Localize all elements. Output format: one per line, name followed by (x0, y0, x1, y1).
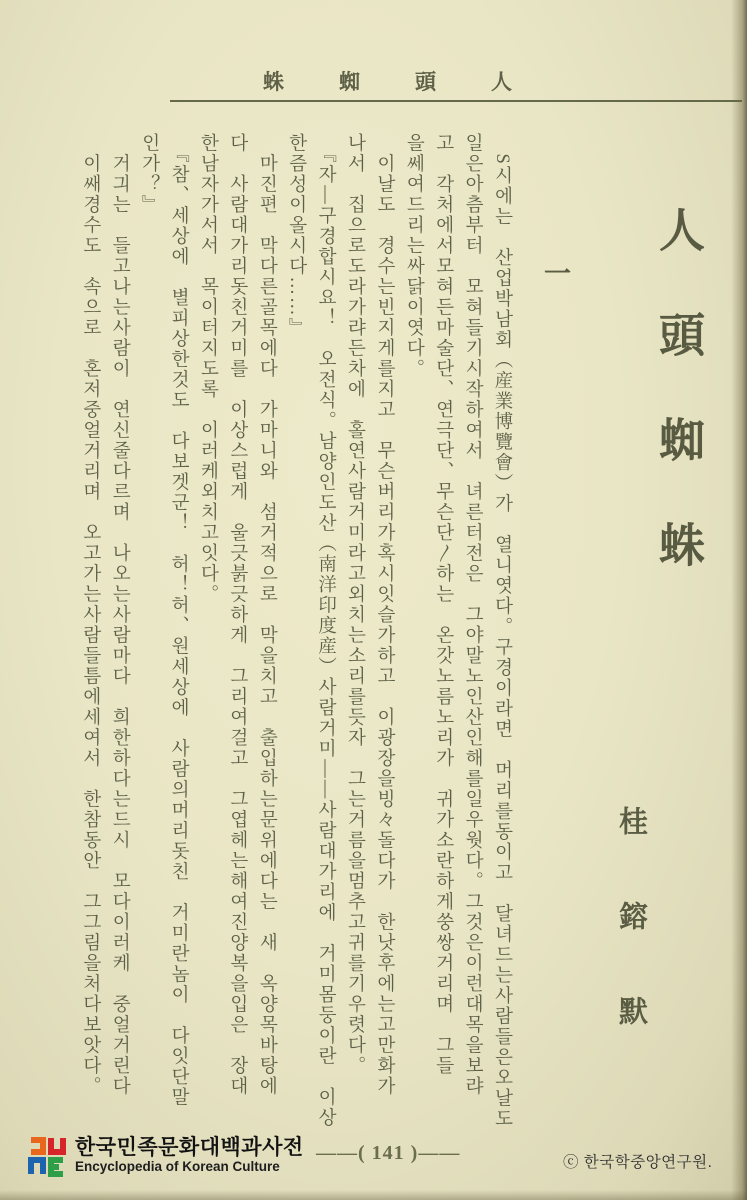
running-title: 蛛蜘頭人 (263, 70, 567, 94)
text-column: S시에는 산업박남회（産業博覽會）가 열니엿다。구경이라면 머리를동이고 달녀드는사람들은오날도 (492, 133, 512, 1130)
publisher-name-english: Encyclopedia of Korean Culture (75, 1159, 280, 1175)
copyright-notice: ⓒ 한국학중앙연구원. (563, 1154, 713, 1171)
text-column: 거긔는 들고나는사람이 연신줄다르며 나오는사람마다 희한하다는드시 모다이러케 중얼거린다 (109, 133, 130, 1097)
publisher-name-korean: 한국민족문화대백과사전 (75, 1136, 304, 1160)
header-rule (170, 100, 742, 102)
section-marker-one: 一 (544, 259, 571, 289)
body-columns (75, 133, 516, 1163)
text-column: 고 각처에서모혀든마술단、연극단、무슨단〳하는 온갓노름노리가 귀가소란하게쑹쌍거리며 그들 (433, 133, 454, 1076)
text-column: 이날도 경수는빈지게를지고 무슨버리가혹시잇슬가하고 이광장을빙々돌다가 한낫후에는고만화가 (374, 133, 395, 1097)
text-column: 한남자가서서 목이터지도록 이러케외치고잇다。 (197, 133, 218, 605)
author-name: 桂鎔默 (615, 806, 647, 1091)
text-column: 일은아츰부터 모혀들기시작하여서 녀른터전은 그야말노인산인해를일우웟다。그것은이런대목을보랴 (462, 133, 483, 1097)
page-edge-shadow-right (731, 0, 747, 1200)
text-column: 마진편 막다른골목에다 가마니와 섬거적으로 막을치고 출입하는문위에다는 새 옥양목바탕에 (256, 133, 277, 1097)
page-edge-shadow-bottom (0, 1190, 747, 1200)
text-column: 『자—구경합시요！ 오전식。남양인도산（南洋印度産）사람거미——사람대가리에 거미몸둥이란 이상 (315, 133, 336, 1129)
text-column: 이쌔경수도 속으로 혼저중얼거리며 오고가는사람들틈에세여서 한참동안 그그림을처다보앗다。 (80, 133, 101, 1097)
text-column: 나서 집으로도라가랴든차에 홀연사람거미라고외치는소리를듯자 그는거름을멈추고귀를기우렷다。 (344, 133, 365, 1076)
page-number-text: ——( 141 )—— (316, 1142, 461, 1164)
text-column: 을쎄여드리는싸닭이엿다。 (403, 133, 424, 379)
text-column: 『참、세상에 별피상한것도 다보겟군！ 허！허、원세상에 사람의머리돗친 거미란놈이 다잇단말 (168, 133, 189, 1108)
story-title: 人頭蜘蛛 (653, 206, 704, 626)
text-column: 한즘성이올시다……』 (286, 133, 307, 338)
text-column: 다 사람대가리돗친거미를 이상스럽게 울긋붉긋하게 그리여걸고 그엽헤는해여진양복을입은 장대 (227, 133, 248, 1097)
text-column: 인가？』 (139, 133, 160, 215)
